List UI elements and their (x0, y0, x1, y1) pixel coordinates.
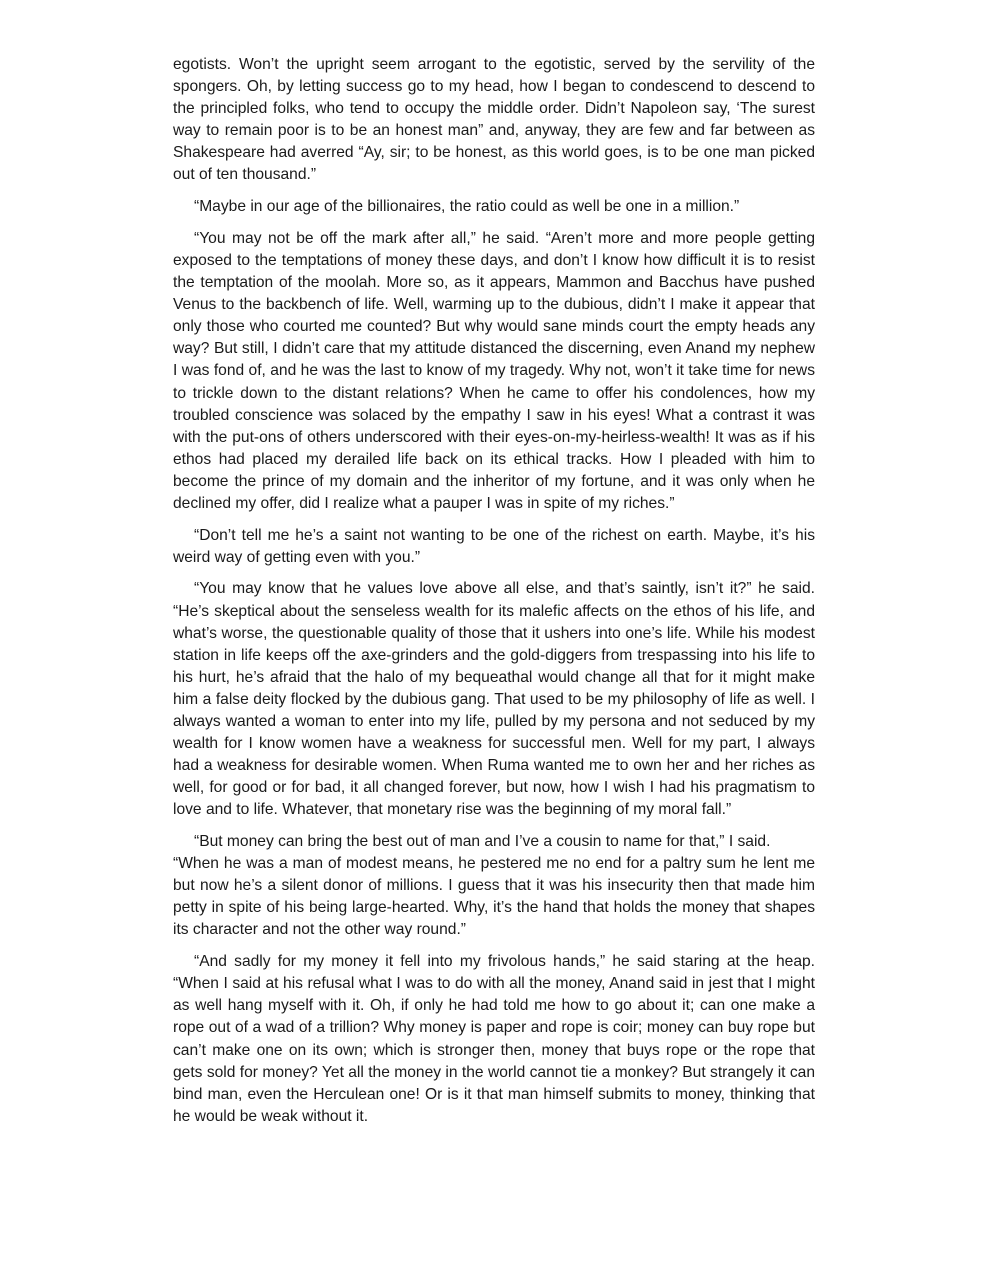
paragraph-5: “You may know that he values love above all else, and that’s saintly, isn’t it?” he said. “He’s skeptical about the senseless wealth for its malefic affects on the ethos of his life, and what’s worse, the questionable quality of those that it ushers into one’s life. While his modest station in life keeps off the axe-grinders and the gold-diggers from trespassing into his life to his hurt, he’s afraid that the halo of my bequeathal would change all that for it might make him a false deity flocked by the dubious gang. That used to be my philosophy of life as well. I always wanted a woman to enter into my life, pulled by my persona and not seduced by my wealth for I know women have a weakness for successful men. Well for my part, I always had a weakness for desirable women. When Ruma wanted me to own her and her riches as well, for good or for bad, it all changed forever, but now, how I wish I had his pragmatism to love and to life. Whatever, that monetary rise was the beginning of my moral fall.” (173, 580, 815, 819)
paragraph-8: “And sadly for my money it fell into my frivolous hands,” he said staring at the heap. “When I said at his refusal what I was to do with all the money, Anand said in jest that I might as well hang myself with it. Oh, if only he had told me how to go about it; can one make a rope out of a wad of a trillion? Why money is paper and rope is coir; money can buy rope but can’t make one on its own; which is stronger then, money that buys rope or the rope that gets sold for money? Yet all the money in the world cannot tie a monkey? But strangely it can bind man, even the Herculean one! Or is it that man himself submits to money, thinking that he would be weak without it. (173, 953, 815, 1125)
paragraph-7: “When he was a man of modest means, he pestered me no end for a paltry sum he lent me but now he’s a silent donor of millions. I guess that it was his insecurity then that made him petty in spite of his being large-hearted. Why, it’s the hand that holds the money that shapes its character and not the other way round.” (173, 855, 815, 939)
paragraph-2: “Maybe in our age of the billionaires, the ratio could as well be one in a million.” (194, 198, 740, 216)
paragraph-1: egotists. Won’t the upright seem arrogant to the egotistic, served by the servility of the spongers. Oh, by letting success go to my head, how I began to condescend to descend to the principled folks, who tend to occupy the middle order. Didn’t Napoleon say, ‘The surest way to remain poor is to be an honest man” and, anyway, they are few and far between as Shakespeare had averred “Ay, sir; to be honest, as this world goes, is to be one man picked out of ten thousand.” (173, 56, 815, 184)
paragraph-4: “Don’t tell me he’s a saint not wanting to be one of the richest on earth. Maybe, it’s his weird way of getting even with you.” (173, 526, 815, 566)
paragraph-6: “But money can bring the best out of man and I’ve a cousin to name for that,” I said. (194, 833, 771, 851)
document-page (173, 54, 815, 1128)
paragraph-3: “You may not be off the mark after all,” he said. “Aren’t more and more people getting exposed to the temptations of money these days, and don’t I know how difficult it is to resist the temptation of the moolah. More so, as it appears, Mammon and Bacchus have pushed Venus to the backbench of life. Well, warming up to the dubious, didn’t I make it appear that only those who courted me counted? But why would sane minds court the empty heads any way? But still, I didn’t care that my attitude distanced the discerning, even Anand my nephew I was fond of, and he was the last to know of my tragedy. Why not, won’t it take time for news to trickle down to the distant relations? When he came to offer his condolences, how my troubled conscience was solaced by the empathy I saw in his eyes! What a contrast it was with the put-ons of others underscored with their eyes-on-my-heirless-wealth! It was as if his ethos had placed my derailed life back on its ethical tracks. How I pleaded with him to become the prince of my domain and the inheritor of my fortune, and it was only when he declined my offer, did I realize what a pauper I was in spite of my riches.” (173, 229, 815, 512)
